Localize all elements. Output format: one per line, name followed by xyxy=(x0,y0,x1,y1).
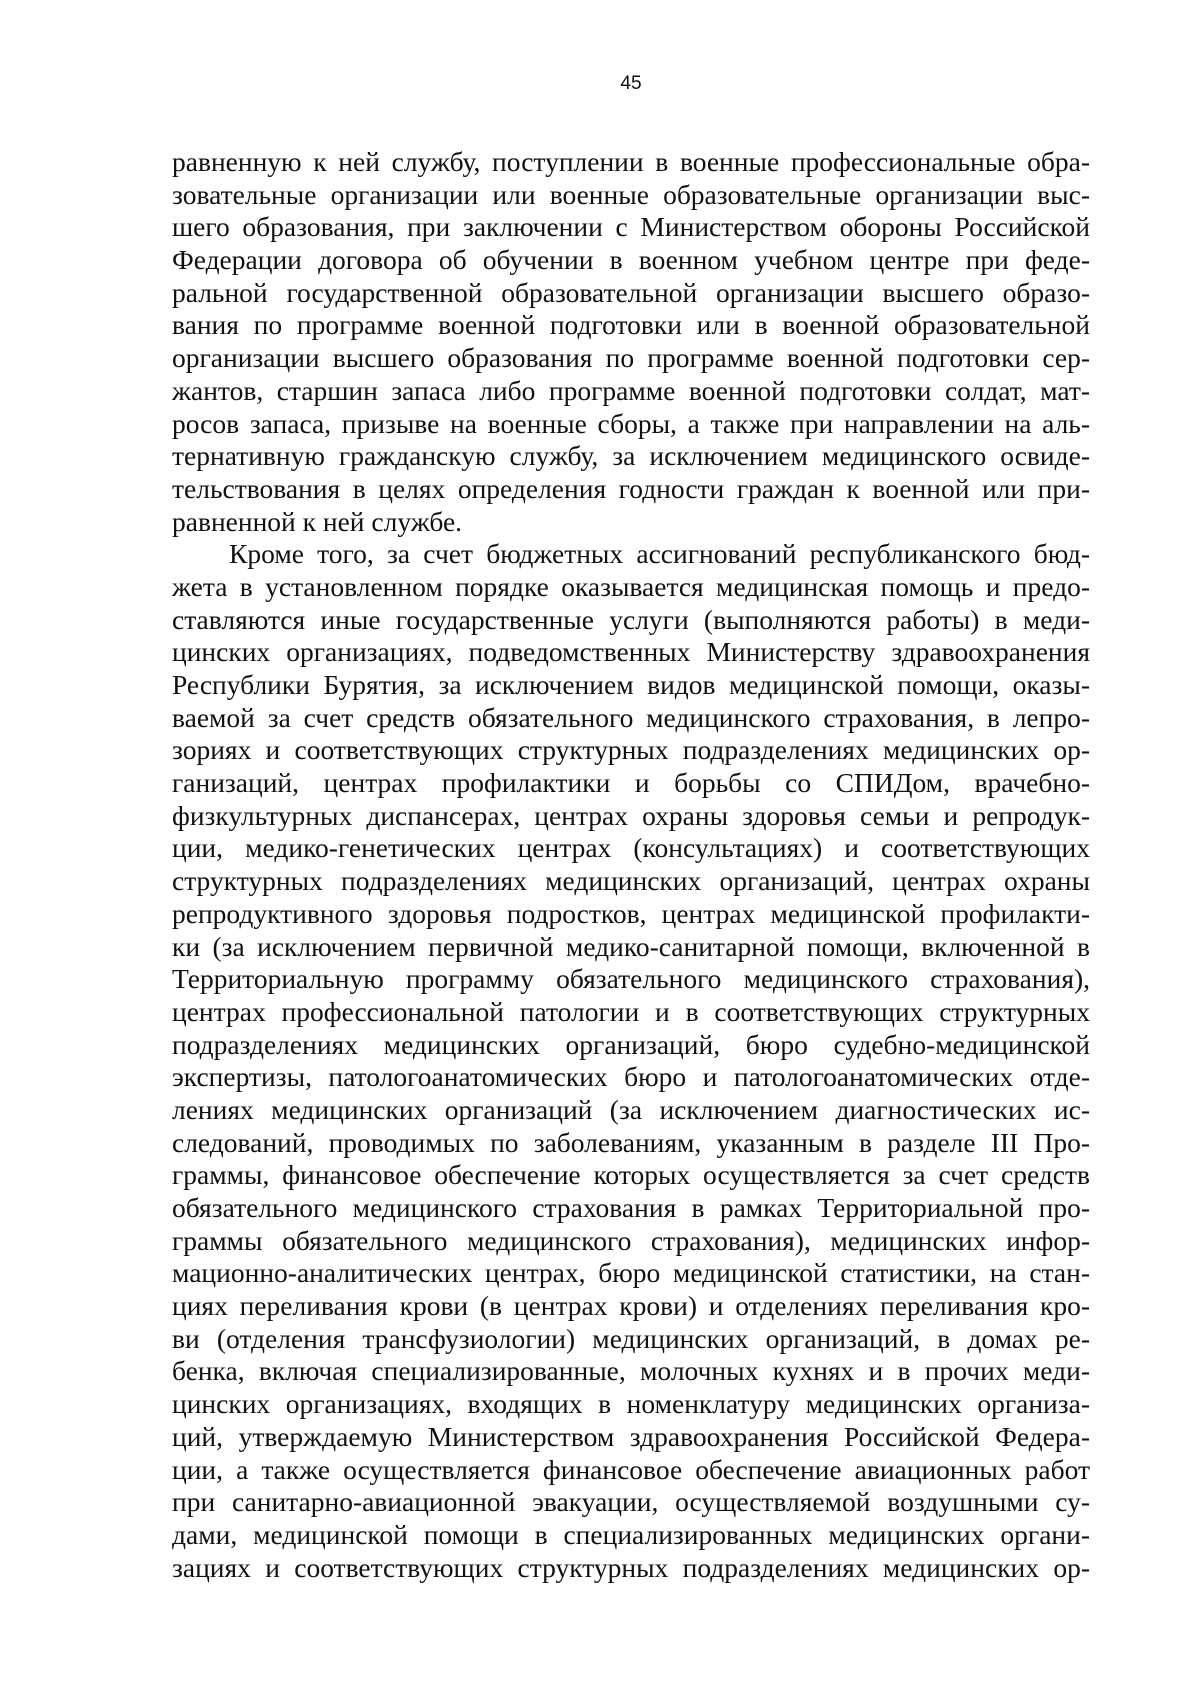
text-line: ций, утверждаемую Министерством здравоохранения Российской Федера- xyxy=(172,1420,1090,1452)
text-line: равненной к ней службе. xyxy=(172,505,463,537)
text-line: следований, проводимых по заболеваниям, указанным в разделе III Про- xyxy=(172,1126,1090,1158)
text-line: мационно-аналитических центрах, бюро медицинской статистики, на стан- xyxy=(172,1257,1090,1289)
text-line: граммы, финансовое обеспечение которых осуществляется за счет средств xyxy=(172,1159,1090,1191)
text-line: ви (отделения трансфузиологии) медицинских организаций, в домах ре- xyxy=(172,1322,1090,1354)
text-line: подразделениях медицинских организаций, бюро судебно-медицинской xyxy=(172,1028,1090,1060)
text-line: Территориальную программу обязательного медицинского страхования), xyxy=(172,963,1090,995)
text-line: вания по программе военной подготовки или в военной образовательной xyxy=(172,309,1090,341)
text-line: ральной государственной образовательной организации высшего образо- xyxy=(172,276,1090,308)
text-line: жантов, старшин запаса либо программе военной подготовки солдат, мат- xyxy=(172,374,1090,406)
text-line: ганизаций, центрах профилактики и борьбы со СПИДом, врачебно- xyxy=(172,767,1090,799)
text-line: тернативную гражданскую службу, за исключением медицинского освиде- xyxy=(172,440,1090,472)
text-line: зориях и соответствующих структурных подразделениях медицинских ор- xyxy=(172,734,1090,766)
text-line: зациях и соответствующих структурных подразделениях медицинских ор- xyxy=(172,1551,1090,1583)
text-line: равненную к ней службу, поступлении в военные профессиональные обра- xyxy=(172,146,1090,177)
text-line: ставляются иные государственные услуги (выполняются работы) в меди- xyxy=(172,603,1090,635)
text-line: жета в установленном порядке оказывается медицинская помощь и предо- xyxy=(172,570,1090,602)
text-line: структурных подразделениях медицинских организаций, центрах охраны xyxy=(172,865,1090,897)
text-line: ции, медико-генетических центрах (консультациях) и соответствующих xyxy=(172,832,1090,864)
text-line: ки (за исключением первичной медико-санитарной помощи, включенной в xyxy=(172,930,1090,962)
text-line: граммы обязательного медицинского страхования), медицинских инфор- xyxy=(172,1224,1090,1256)
text-line: росов запаса, призыве на военные сборы, а также при направлении на аль- xyxy=(172,407,1090,439)
text-line: Кроме того, за счет бюджетных ассигнований республиканского бюд- xyxy=(229,538,1090,570)
text-line: цинских организациях, входящих в номенклатуру медицинских организа- xyxy=(172,1388,1090,1420)
text-line: физкультурных диспансерах, центрах охраны здоровья семьи и репродук- xyxy=(172,799,1090,831)
text-line: ваемой за счет средств обязательного медицинского страхования, в лепро- xyxy=(172,701,1090,733)
text-line: центрах профессиональной патологии и в соответствующих структурных xyxy=(172,995,1090,1027)
text-line: ции, а также осуществляется финансовое обеспечение авиационных работ xyxy=(172,1453,1090,1485)
text-line: экспертизы, патологоанатомических бюро и патологоанатомических отде- xyxy=(172,1061,1090,1093)
text-line: шего образования, при заключении с Министерством обороны Российской xyxy=(172,211,1090,243)
page-number: 45 xyxy=(620,73,642,94)
paragraph-1 xyxy=(172,146,1090,538)
text-line: Федерации договора об обучении в военном учебном центре при феде- xyxy=(172,244,1090,276)
text-line: репродуктивного здоровья подростков, центрах медицинской профилакти- xyxy=(172,897,1090,929)
text-line: тельствования в целях определения годности граждан к военной или при- xyxy=(172,472,1090,504)
text-line: обязательного медицинского страхования в рамках Территориальной про- xyxy=(172,1192,1090,1223)
text-line: Республики Бурятия, за исключением видов медицинской помощи, оказы- xyxy=(172,669,1090,700)
text-line: организации высшего образования по программе военной подготовки сер- xyxy=(172,342,1090,374)
paragraph-2 xyxy=(172,538,1090,1584)
document-body xyxy=(172,146,1090,1584)
text-line: зовательные организации или военные образовательные организации выс- xyxy=(172,178,1090,210)
text-line: цинских организациях, подведомственных Министерству здравоохранения xyxy=(172,636,1090,668)
text-line: лениях медицинских организаций (за исключением диагностических ис- xyxy=(172,1093,1090,1125)
text-line: бенка, включая специализированные, молочных кухнях и в прочих меди- xyxy=(172,1355,1090,1387)
text-line: циях переливания крови (в центрах крови) и отделениях переливания кро- xyxy=(172,1290,1090,1322)
text-line: при санитарно-авиационной эвакуации, осуществляемой воздушными су- xyxy=(172,1486,1090,1518)
text-line: дами, медицинской помощи в специализированных медицинских органи- xyxy=(172,1518,1090,1550)
